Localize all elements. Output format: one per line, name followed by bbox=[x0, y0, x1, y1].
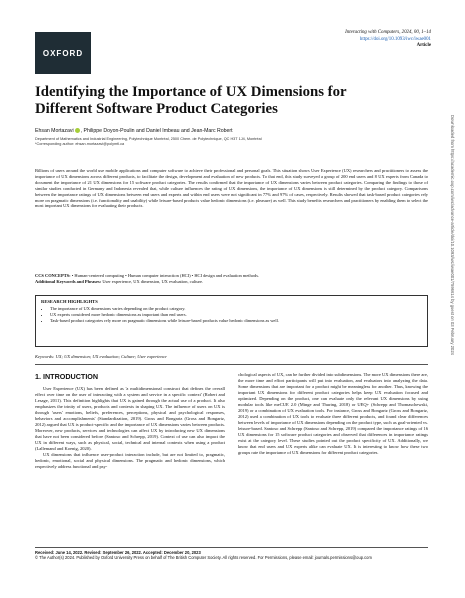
intro-paragraph: chological aspects of UX, can be further divided into subdimensions. The more UX dimensions there are, the more time and effort participants will put into evaluation, and evaluators into analyzing the data. Some dimensions that are important for a product might be meaningless for another. Thus, knowing the important UX dimensions for different product categories helps keep UX evaluation focused and optimized. Depending on the product, one can evaluate only the relevant UX dimensions by using modular tools like meCUE 2.0 (Minge and Thuring, 2018) or UEQ+ (Schrepp and Thomaschewski, 2019) or a combination of UX evaluation tools. For instance, Gross and Bongartz (Gross and Bongartz, 2012) used a combination of UX tools to evaluate three different products, and found clear differences between levels of importance of UX dimensions depending on the product type, such as goal-oriented vs. leisure-based. Santoso and Schrepp (Santoso and Schrepp, 2019) compared the importance ratings of 16 UX dimensions for 15 software product categories and observed that differences in importance ratings exist at the category level. These studies pointed out the product specificity of UX. Additionally, we know that end users and UX experts alike can evaluate UX. It is interesting to know how these two groups rate the importance of UX dimensions for different product categories. bbox=[238, 372, 428, 455]
highlight-item: • Task-based product categories rely more on pragmatic dimensions while leisure-based products value hedonic dimensions as well. bbox=[50, 318, 422, 324]
journal-header bbox=[345, 30, 431, 50]
download-notice: Downloaded from https://academic.oup.com/iwc/advance-article/doi/10.1093/iwc/iwae001/7596614 by guest on 03 February 2024 bbox=[450, 115, 455, 355]
download-sidebar bbox=[449, 115, 457, 555]
orcid-icon[interactable] bbox=[75, 128, 80, 133]
footer bbox=[35, 550, 428, 561]
ccs-value: • Human-centered computing • Human computer interaction (HCI) • HCI design and evaluation methods. bbox=[70, 273, 260, 278]
highlight-item: • UX experts considered more hedonic dimensions as important than end users. bbox=[50, 312, 422, 318]
additional-keywords-label: Additional Keywords and Phrases: bbox=[35, 278, 102, 284]
section-heading-introduction: 1. INTRODUCTION bbox=[35, 372, 99, 381]
ccs-label: CCS CONCEPTS: bbox=[35, 273, 71, 278]
oxford-logo: OXFORD bbox=[35, 32, 91, 74]
intro-paragraph: User Experience (UX) has been defined as 'a multidimensional construct that defines the overall effect over time on the user of interacting with a system and service in a specific context' (Robert and Lesage, 2011). This definition highlights that UX is gained through the actual use of a product. It also emphasizes the trinity of users, products and contexts in shaping UX. The influence of users on UX is through 'users' emotions, beliefs, preferences, perceptions, physical and psychological responses, behaviors and accomplishments' (Standardization, 2019). Gross and Bongartz (Gross and Bongartz, 2012) argued that UX is product-specific and the importance of UX dimensions varies between products. Moreover, new products, services and technologies can affect UX by introducing new UX dimensions that have not been considered before (Santoso and Schrepp, 2019). Context of use can also impact the UX in different ways, such as physical, social, technical and internal contexts when using a product (Lallemand and Koenig, 2020). bbox=[35, 386, 225, 451]
intro-column-left bbox=[35, 386, 225, 470]
author-rest: , Philippe Doyon-Poulin and Daniel Imbeau and Jean-Marc Robert bbox=[80, 128, 233, 134]
footer-divider bbox=[35, 547, 428, 548]
intro-paragraph: UX dimensions that influence user-product interaction include, but are not limited to, pragmatic, hedonic, emotional, social and physical dimensions. The pragmatic and hedonic dimensions, which respectively address functional and psy- bbox=[35, 452, 225, 469]
journal-citation: Interacting with Computers, 2024, 00, 1–14 bbox=[345, 30, 431, 35]
divider bbox=[35, 364, 428, 365]
research-highlights bbox=[35, 295, 428, 347]
affiliation bbox=[35, 137, 435, 147]
paper-title: Identifying the Importance of UX Dimensions for Different Software Product Categories bbox=[35, 84, 347, 117]
article-dates: Received: June 14, 2022. Revised: September 26, 2022. Accepted: December 20, 2023 bbox=[35, 550, 201, 555]
corresponding-author: *Corresponding author: ehsan.mortazavi@polymtl.ca bbox=[35, 142, 125, 146]
copyright-notice: © The Author(s) 2024. Published by Oxford University Press on behalf of The British Computer Society. All rights reserved. For Permissions, please email: journals.permissions@oup.com bbox=[35, 555, 372, 561]
author-first[interactable]: Ehsan Mortazavi bbox=[35, 128, 74, 134]
intro-column-right bbox=[238, 372, 428, 456]
ccs-concepts bbox=[35, 273, 428, 285]
abstract: Billions of users around the world use mobile applications and computer software to achieve their professional and personal goals. This situation shows User Experience (UX) researchers and practitioners to assess the importance of UX dimensions across different products, to facilitate the design, development and evaluation of new products. To that end, this study surveyed a group of 200 end users and 8 UX experts from Canada to document the importance of 21 UX dimensions for 15 software product categories. The results confirmed that the importance of UX dimensions varies between product categories. Comparing the findings to those of similar studies conducted in Germany and Indonesia revealed that, while culture influences the rating of UX dimensions, the importance of UX dimensions is still determined by the product category. Comparisons between the importance ratings of UX dimensions between end users and experts and within end users were not significant in 77% and 97% of cases, respectively. Results showed that task-based product categories rely more on pragmatic dimensions (i.e. functionality and usability) while leisure-based products value hedonic dimensions (i.e. pleasure) as well. This study benefits researchers and practitioners by enabling them to select the most important UX dimensions for evaluating their products. bbox=[35, 168, 428, 209]
author-list bbox=[35, 128, 233, 134]
affiliation-text: Department of Mathematics and Industrial Engineering, Polytechnique Montréal, 2500 Chem. de Polytechnique, QC H3T 1J4, Montréal bbox=[35, 137, 262, 141]
doi-link[interactable]: https://doi.org/10.1093/iwc/iwae001 bbox=[359, 36, 431, 42]
keywords: Keywords: UX; UX dimension; UX evaluation; Culture; User experience bbox=[35, 354, 167, 359]
highlight-item: • The importance of UX dimensions varies depending on the product category. bbox=[50, 306, 422, 312]
article-type: Article bbox=[416, 43, 431, 49]
highlights-title: RESEARCH HIGHLIGHTS bbox=[41, 299, 98, 304]
additional-keywords-value: User experience, UX dimension, UX evaluation, culture. bbox=[101, 278, 204, 284]
